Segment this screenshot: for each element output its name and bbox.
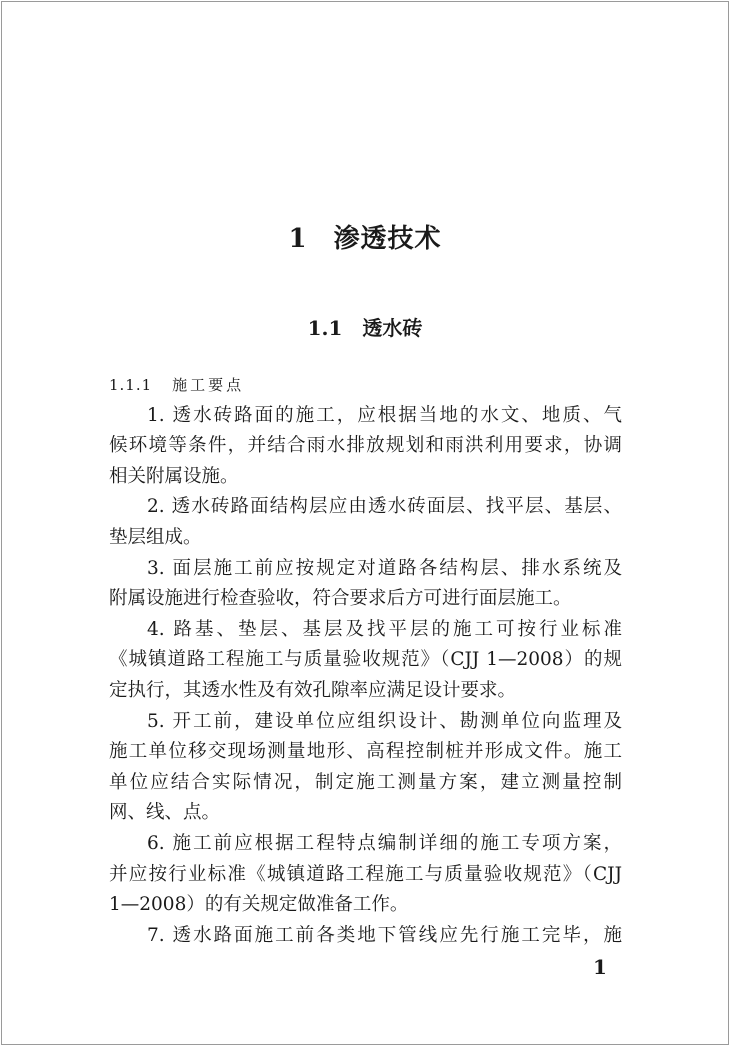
text-line: 4. 路基、垫层、基层及找平层的施工可按行业标准: [147, 618, 622, 640]
clause-title: 施工要点: [172, 376, 245, 394]
section-number: 1.1: [307, 316, 343, 340]
text-line: 施工单位移交现场测量地形、高程控制桩并形成文件。施工: [109, 741, 622, 763]
text-line: 1. 透水砖路面的施工，应根据当地的水文、地质、气: [147, 404, 622, 426]
text-line: 并应按行业标准《城镇道路工程施工与质量验收规范》（CJJ: [109, 863, 622, 885]
text-line: 3. 面层施工前应按规定对道路各结构层、排水系统及: [147, 557, 622, 579]
text-line: 单位应结合实际情况，制定施工测量方案，建立测量控制: [109, 771, 622, 793]
text-line: 候环境等条件，并结合雨水排放规划和雨洪利用要求，协调: [109, 435, 622, 457]
clause-heading: [109, 370, 622, 401]
text-line: 垫层组成。: [109, 526, 202, 548]
text-line: 定执行，其透水性及有效孔隙率应满足设计要求。: [109, 679, 517, 701]
text-line: 7. 透水路面施工前各类地下管线应先行施工完毕，施: [147, 924, 622, 946]
section-heading: [0, 312, 730, 341]
chapter-number: 1: [288, 224, 308, 254]
text-line: 《城镇道路工程施工与质量验收规范》（CJJ 1—2008）的规: [109, 649, 622, 671]
text-line: 相关附属设施。: [109, 465, 239, 487]
text-line: 网、线、点。: [109, 802, 221, 824]
text-line: 附属设施进行检查验收，符合要求后方可进行面层施工。: [109, 588, 572, 610]
text-line: 5. 开工前，建设单位应组织设计、勘测单位向监理及: [147, 710, 622, 732]
text-line: 2. 透水砖路面结构层应由透水砖面层、找平层、基层、: [147, 496, 622, 518]
page-number: 1: [593, 955, 607, 979]
chapter-title: 渗透技术: [333, 224, 442, 254]
section-title: 透水砖: [362, 316, 423, 340]
text-line: 6. 施工前应根据工程特点编制详细的施工专项方案，: [147, 832, 622, 854]
body-text: [109, 370, 622, 951]
chapter-heading: [0, 218, 730, 255]
text-line: 1—2008）的有关规定做准备工作。: [109, 894, 409, 916]
clause-number: 1.1.1: [109, 376, 153, 394]
